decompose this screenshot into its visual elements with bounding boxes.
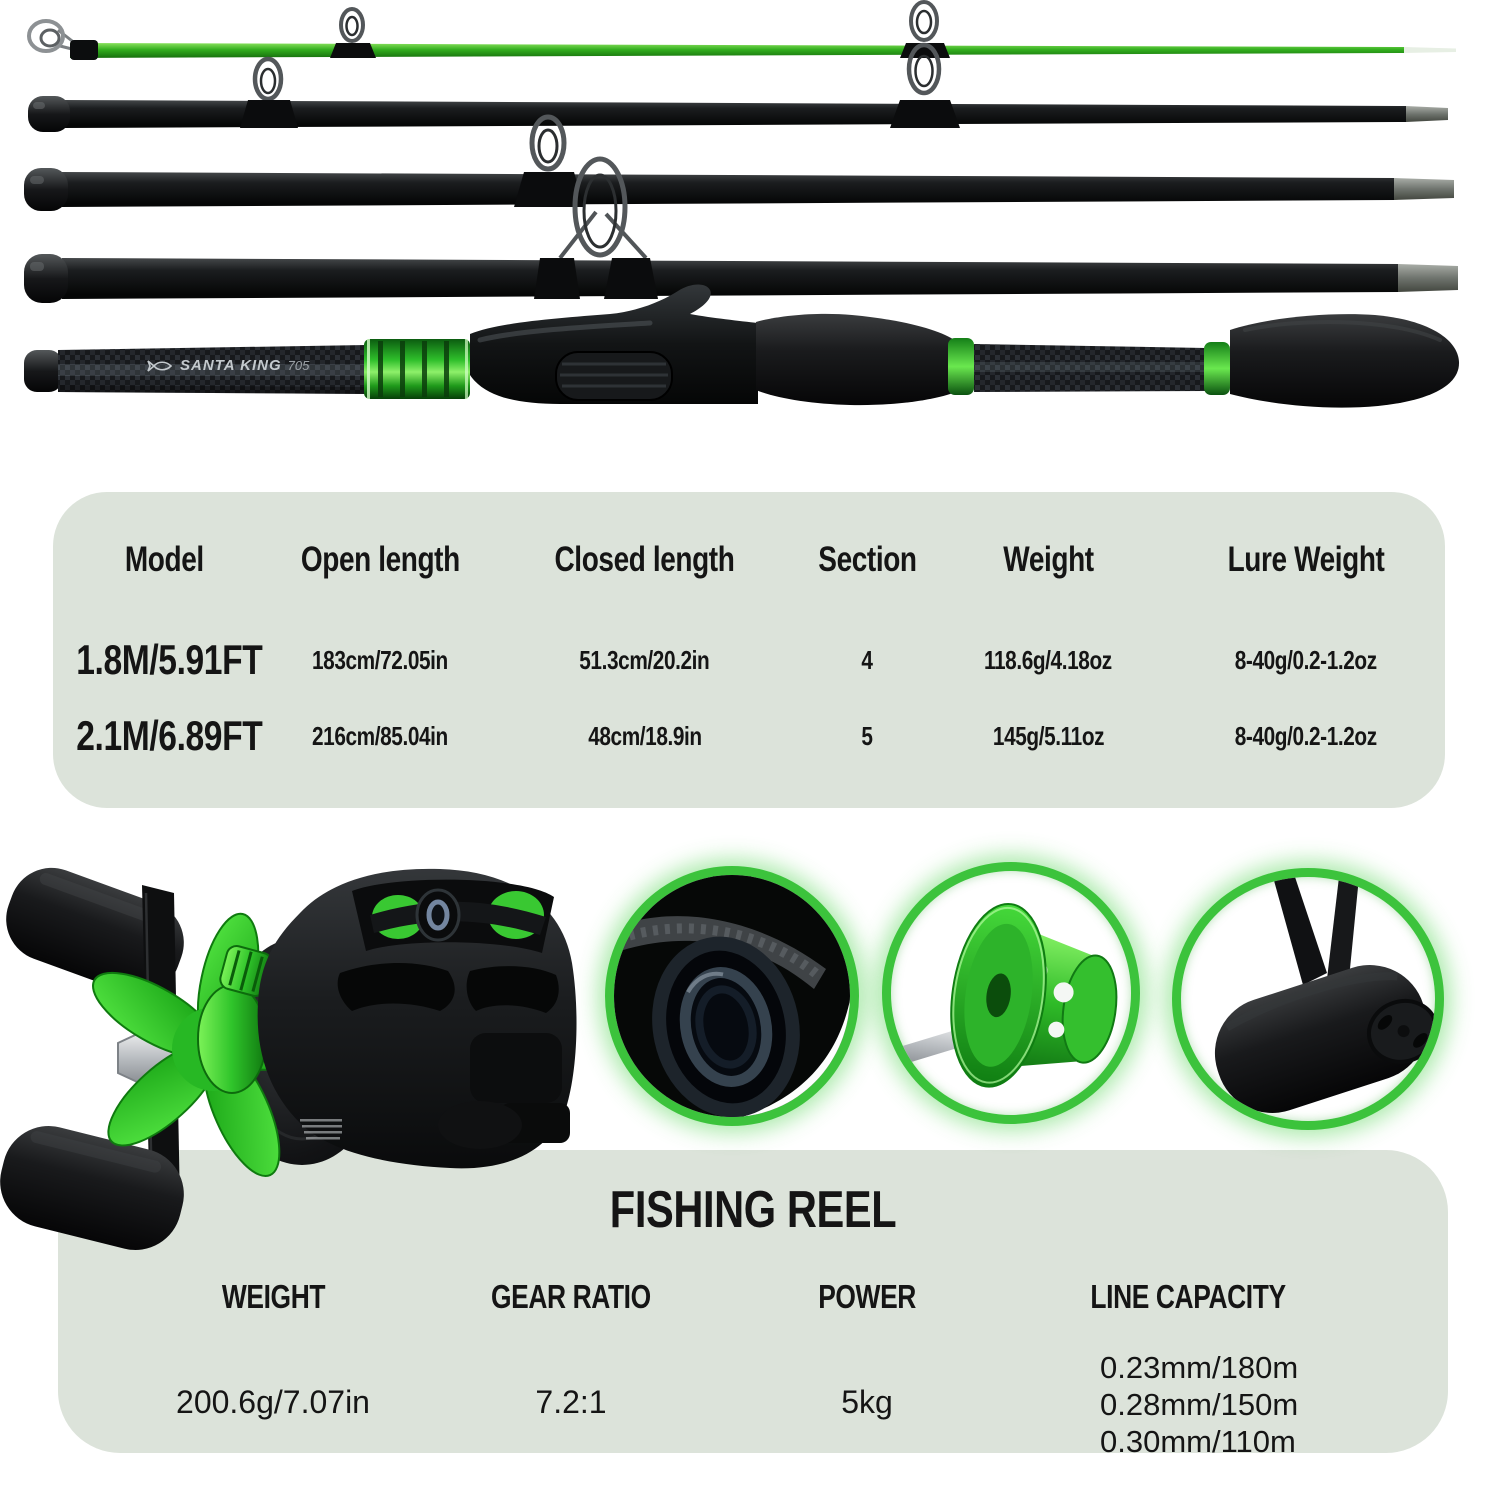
cell-section: 4 bbox=[861, 645, 873, 675]
green-trim-ring bbox=[948, 338, 974, 395]
green-spool-icon bbox=[891, 890, 1128, 1103]
cell-weight: 118.6g/4.18oz bbox=[984, 645, 1113, 675]
cell-lure-weight: 8-40g/0.2-1.2oz bbox=[1234, 645, 1377, 675]
green-trim-ring bbox=[1204, 342, 1230, 395]
spec-value-lines bbox=[978, 1349, 1398, 1460]
rod-handle-section bbox=[24, 284, 1459, 407]
cell-lure-weight: 8-40g/0.2-1.2oz bbox=[1234, 721, 1377, 751]
cell-open-length: 183cm/72.05in bbox=[312, 645, 449, 675]
rod-tip-section bbox=[29, 2, 1456, 60]
reel-section-title: FISHING REEL bbox=[609, 1181, 897, 1239]
col-header-open-length: Open length bbox=[300, 540, 460, 579]
spec-table-row bbox=[53, 634, 1445, 686]
reel-spec-power bbox=[712, 1277, 1022, 1421]
detail-circle-spool bbox=[882, 862, 1140, 1124]
rod-model-number: 705 bbox=[287, 358, 310, 373]
detail-circle-handle-knob bbox=[1172, 868, 1444, 1130]
spec-label: LINE CAPACITY bbox=[1090, 1278, 1286, 1315]
baitcasting-reel-image bbox=[0, 853, 590, 1253]
rod-section-3 bbox=[24, 117, 1454, 211]
reel-seat-collar bbox=[364, 339, 470, 399]
reel-spec-weight bbox=[118, 1277, 428, 1421]
rod-section-2 bbox=[28, 45, 1448, 132]
spec-value: 5kg bbox=[841, 1384, 893, 1420]
line-capacity-row: 0.28mm/150m bbox=[1100, 1387, 1299, 1422]
col-header-model: Model bbox=[124, 540, 204, 579]
cell-weight: 145g/5.11oz bbox=[992, 721, 1104, 751]
col-header-weight: Weight bbox=[1003, 540, 1094, 579]
cell-model: 1.8M/5.91FT bbox=[76, 636, 263, 683]
rod-sections-image bbox=[0, 0, 1500, 460]
trigger-reel-seat bbox=[470, 284, 758, 404]
spec-value: 200.6g/7.07in bbox=[176, 1384, 370, 1420]
fish-logo-icon bbox=[146, 358, 174, 374]
col-header-lure-weight: Lure Weight bbox=[1227, 540, 1385, 579]
eva-knob-icon bbox=[1200, 877, 1435, 1121]
spec-label: POWER bbox=[818, 1278, 916, 1315]
cell-section: 5 bbox=[861, 721, 873, 751]
rod-brand-text: SANTA KING bbox=[180, 357, 282, 374]
cell-closed-length: 48cm/18.9in bbox=[587, 721, 702, 751]
drag-hub bbox=[198, 985, 266, 1093]
cell-open-length: 216cm/85.04in bbox=[312, 721, 449, 751]
foregrip bbox=[756, 314, 956, 405]
spec-label: GEAR RATIO bbox=[491, 1278, 651, 1315]
reel-spec-gear-ratio bbox=[416, 1277, 726, 1421]
line-capacity-row: 0.23mm/180m bbox=[1100, 1350, 1299, 1385]
spec-label: WEIGHT bbox=[221, 1278, 325, 1315]
cell-closed-length: 51.3cm/20.2in bbox=[579, 645, 710, 675]
spool-tension-knob bbox=[417, 890, 459, 940]
line-capacity-row: 0.30mm/110m bbox=[1100, 1424, 1296, 1459]
line-guide-icon bbox=[240, 59, 298, 128]
spec-table-row bbox=[53, 710, 1445, 762]
detail-circle-line-guide bbox=[605, 866, 859, 1126]
col-header-section: Section bbox=[818, 540, 917, 579]
cell-model: 2.1M/6.89FT bbox=[76, 712, 263, 759]
rod-spec-panel bbox=[53, 492, 1445, 808]
reel-spec-line-capacity bbox=[978, 1277, 1398, 1460]
col-header-closed-length: Closed length bbox=[554, 540, 735, 579]
spec-table-header bbox=[53, 538, 1445, 582]
rod-brand-logo bbox=[146, 357, 309, 374]
line-guide-icon bbox=[900, 2, 950, 58]
spec-value: 7.2:1 bbox=[535, 1384, 607, 1420]
line-guide-icon bbox=[330, 9, 376, 58]
